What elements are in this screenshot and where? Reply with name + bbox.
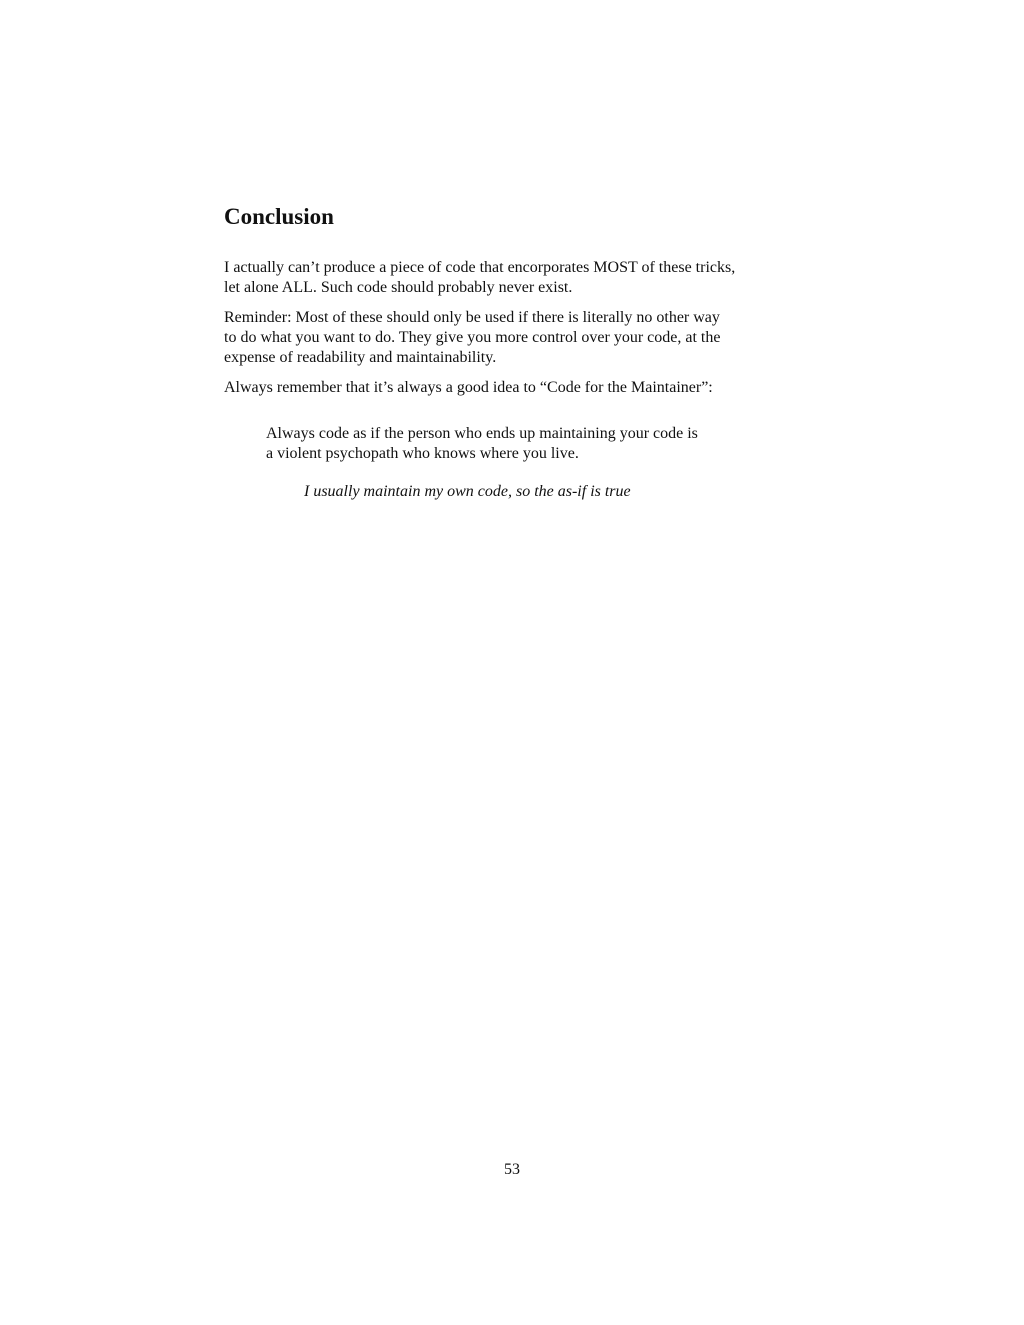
paragraph-reminder xyxy=(224,308,804,368)
paragraph-line: I actually can’t produce a piece of code that encorporates MOST of these tricks, xyxy=(224,259,736,276)
quote-attribution: I usually maintain my own code, so the as-if is true xyxy=(304,483,631,500)
paragraph-always-remember xyxy=(224,378,804,398)
page-content xyxy=(224,202,804,502)
quote-line: a violent psychopath who knows where you live. xyxy=(266,445,579,462)
section-title: Conclusion xyxy=(224,204,334,229)
page-number: 53 xyxy=(504,1161,520,1178)
block-quote xyxy=(266,424,804,464)
paragraph-intro xyxy=(224,258,804,298)
paragraph-line: Always remember that it’s always a good idea to “Code for the Maintainer”: xyxy=(224,379,713,396)
quote-line: Always code as if the person who ends up maintaining your code is xyxy=(266,425,698,442)
paragraph-line: let alone ALL. Such code should probably never exist. xyxy=(224,279,573,296)
paragraph-line: to do what you want to do. They give you more control over your code, at the xyxy=(224,329,721,346)
paragraph-line: expense of readability and maintainability. xyxy=(224,349,497,366)
paragraph-line: Reminder: Most of these should only be used if there is literally no other way xyxy=(224,309,720,326)
